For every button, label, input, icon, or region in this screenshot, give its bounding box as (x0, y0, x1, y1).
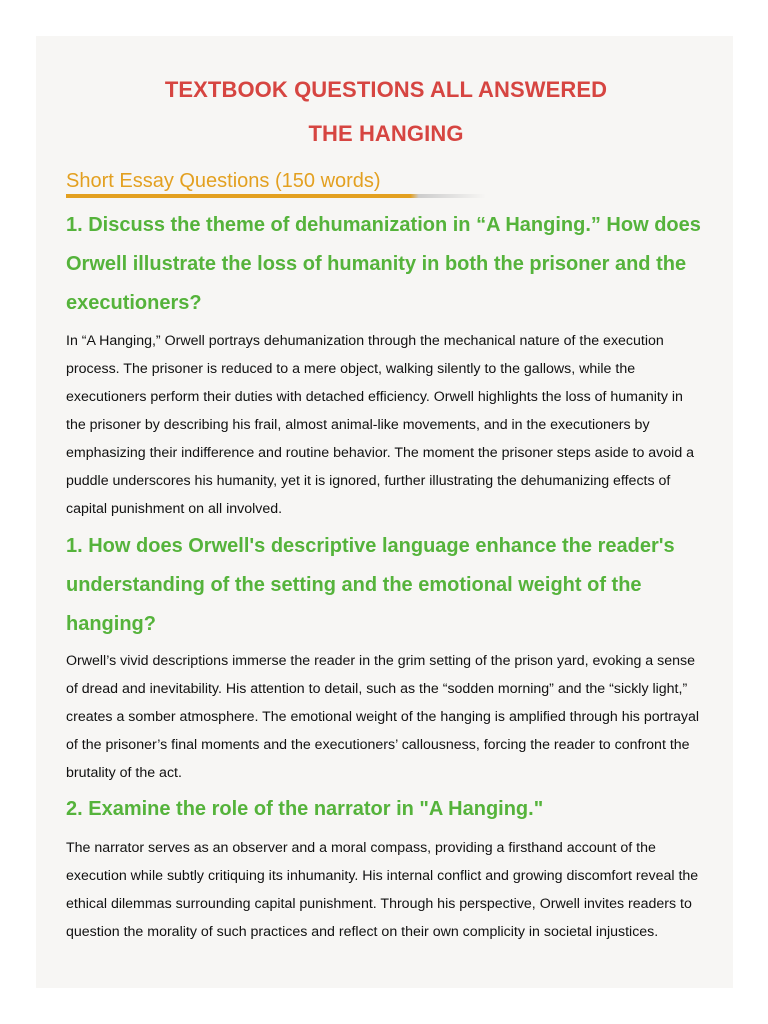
question-1: 1. Discuss the theme of dehumanization in “A Hanging.” How does Orwell illustrate the loss of humanity in both the prisoner and the executioners? (66, 214, 701, 314)
section-underline (66, 194, 486, 198)
section-heading: Short Essay Questions (150 words) (66, 170, 381, 192)
document-page (36, 36, 733, 988)
document-subtitle: THE HANGING (308, 121, 464, 146)
answer-3: The narrator serves as an observer and a moral compass, providing a firsthand account of the execution while subtly critiquing its inhumanity. His internal conflict and growing discomfort reveal the ethical dilemmas surrounding capital punishment. Through his perspective, Orwell invites readers to question the morality of such practices and reflect on their own complicity in societal injustices. (66, 840, 699, 940)
answer-2: Orwell’s vivid descriptions immerse the reader in the grim setting of the prison yard, evoking a sense of dread and inevitability. His attention to detail, such as the “sodden morning” and the “sickly light,” creates a somber atmosphere. The emotional weight of the hanging is amplified through his portrayal of the prisoner’s final moments and the executioners’ callousness, forcing the reader to confront the brutality of the act. (66, 653, 700, 781)
question-3: 2. Examine the role of the narrator in "A Hanging." (66, 798, 544, 820)
document-title: TEXTBOOK QUESTIONS ALL ANSWERED (164, 77, 608, 102)
question-2: 1. How does Orwell's descriptive language enhance the reader's understanding of the setting and the emotional weight of the hanging? (66, 535, 675, 635)
answer-1: In “A Hanging,” Orwell portrays dehumanization through the mechanical nature of the execution process. The prisoner is reduced to a mere object, walking silently to the gallows, while the executioners perform their duties with detached efficiency. Orwell highlights the loss of humanity in the prisoner by describing his frail, almost animal-like movements, and in the executioners by emphasizing their indifference and routine behavior. The moment the prisoner steps aside to avoid a puddle underscores his humanity, yet it is ignored, further illustrating the dehumanizing effects of capital punishment on all involved. (66, 333, 695, 517)
